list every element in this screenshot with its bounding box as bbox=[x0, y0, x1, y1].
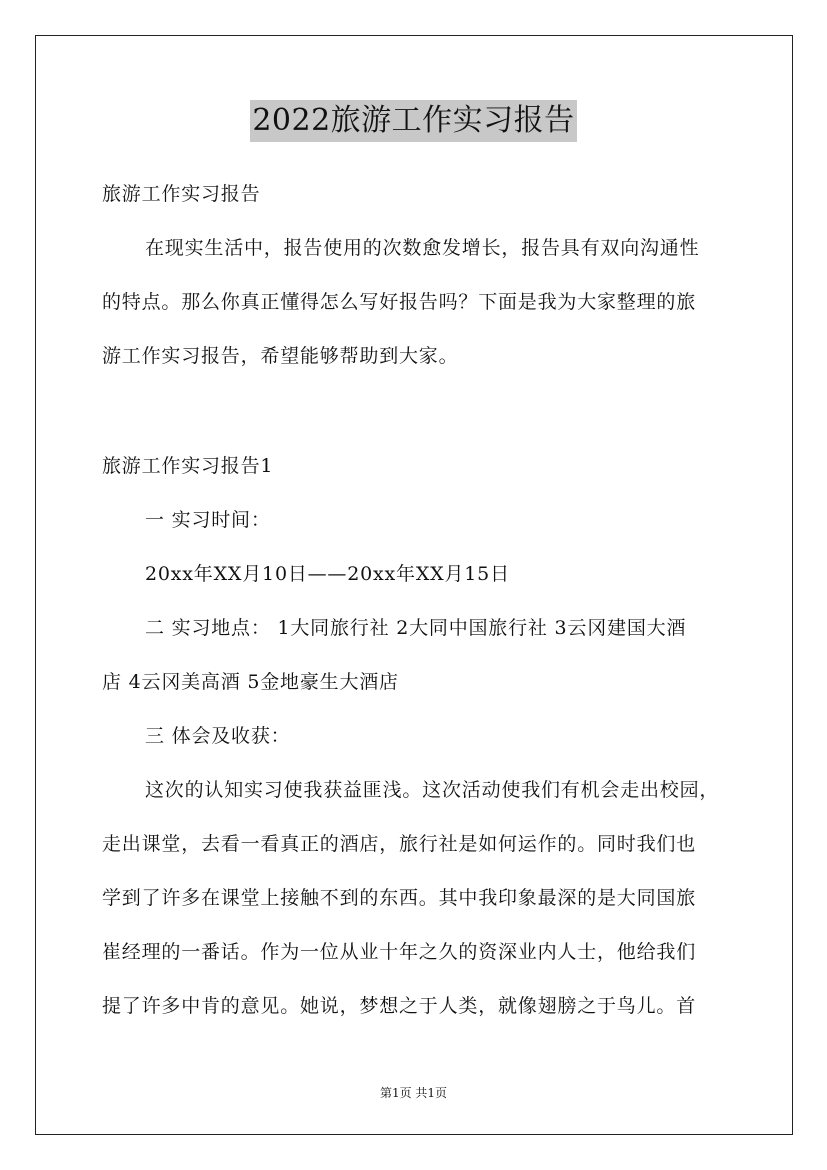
section-heading: 旅游工作实习报告1 bbox=[102, 455, 274, 477]
paragraph-line: 崔经理的一番话。作为一位从业十年之久的资深业内人士，他给我们 bbox=[102, 941, 697, 963]
section-heading: 旅游工作实习报告 bbox=[102, 183, 261, 205]
page-footer: 第1页 共1页 bbox=[379, 1086, 448, 1100]
paragraph-line: 二 实习地点： 1大同旅行社 2大同中国旅行社 3云冈建国大酒 bbox=[145, 617, 687, 639]
paragraph-line: 三 体会及收获： bbox=[145, 725, 291, 747]
paragraph-line: 提了许多中肯的意见。她说，梦想之于人类，就像翅膀之于鸟儿。首 bbox=[102, 995, 697, 1017]
paragraph-line: 店 4云冈美高酒 5金地豪生大酒店 bbox=[102, 671, 399, 693]
paragraph-line: 在现实生活中，报告使用的次数愈发增长，报告具有双向沟通性 bbox=[145, 237, 700, 259]
paragraph-line: 20xx年XX月10日——20xx年XX月15日 bbox=[145, 563, 510, 585]
paragraph-line: 一 实习时间： bbox=[145, 509, 271, 531]
paragraph-line: 游工作实习报告，希望能够帮助到大家。 bbox=[102, 345, 459, 367]
paragraph-line: 这次的认知实习使我获益匪浅。这次活动使我们有机会走出校园， bbox=[145, 779, 720, 801]
paragraph-line: 学到了许多在课堂上接触不到的东西。其中我印象最深的是大同国旅 bbox=[102, 887, 697, 909]
paragraph-line: 的特点。那么你真正懂得怎么写好报告吗？下面是我为大家整理的旅 bbox=[102, 291, 697, 313]
title-container bbox=[0, 100, 827, 142]
document-title: 2022旅游工作实习报告 bbox=[250, 100, 576, 142]
paragraph-line: 走出课堂，去看一看真正的酒店，旅行社是如何运作的。同时我们也 bbox=[102, 833, 697, 855]
